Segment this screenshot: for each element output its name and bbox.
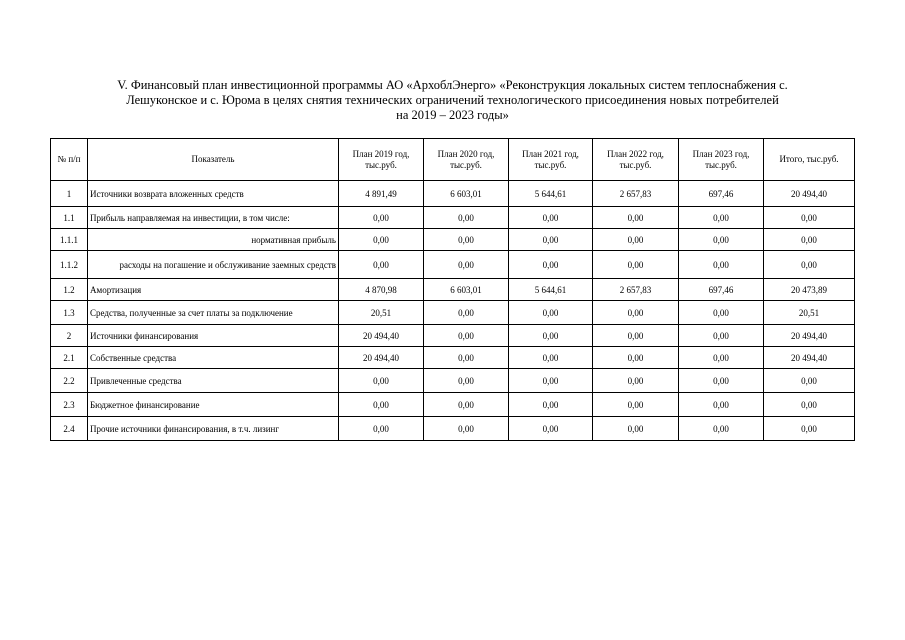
title-line-3: на 2019 – 2023 годы» xyxy=(396,108,509,122)
cell-plan-2020: 0,00 xyxy=(424,417,509,441)
row-number: 1.2 xyxy=(51,279,88,301)
cell-total: 20 494,40 xyxy=(764,325,855,347)
row-indicator: Источники финансирования xyxy=(88,325,339,347)
cell-plan-2023: 0,00 xyxy=(679,393,764,417)
header-indicator: Показатель xyxy=(88,139,339,181)
cell-plan-2021: 0,00 xyxy=(509,251,593,279)
row-indicator: Бюджетное финансирование xyxy=(88,393,339,417)
cell-plan-2019: 4 891,49 xyxy=(339,181,424,207)
cell-plan-2022: 0,00 xyxy=(593,417,679,441)
cell-plan-2021: 0,00 xyxy=(509,347,593,369)
cell-plan-2021: 0,00 xyxy=(509,325,593,347)
cell-plan-2021: 0,00 xyxy=(509,207,593,229)
cell-plan-2020: 0,00 xyxy=(424,301,509,325)
row-indicator: нормативная прибыль xyxy=(88,229,339,251)
row-number: 2.4 xyxy=(51,417,88,441)
row-indicator: Прибыль направляемая на инвестиции, в том числе: xyxy=(88,207,339,229)
cell-total: 0,00 xyxy=(764,207,855,229)
cell-total: 0,00 xyxy=(764,417,855,441)
table-row xyxy=(51,393,855,417)
row-number: 1.1 xyxy=(51,207,88,229)
cell-total: 20 473,89 xyxy=(764,279,855,301)
table-row xyxy=(51,301,855,325)
cell-plan-2023: 697,46 xyxy=(679,181,764,207)
row-number: 1 xyxy=(51,181,88,207)
table-row xyxy=(51,369,855,393)
header-plan-2023: План 2023 год, тыс.руб. xyxy=(679,139,764,181)
row-indicator: Привлеченные средства xyxy=(88,369,339,393)
header-plan-2020: План 2020 год, тыс.руб. xyxy=(424,139,509,181)
cell-plan-2019: 20,51 xyxy=(339,301,424,325)
cell-total: 20 494,40 xyxy=(764,347,855,369)
cell-plan-2021: 0,00 xyxy=(509,301,593,325)
table-row xyxy=(51,207,855,229)
row-number: 1.1.2 xyxy=(51,251,88,279)
cell-plan-2022: 2 657,83 xyxy=(593,279,679,301)
cell-plan-2022: 0,00 xyxy=(593,369,679,393)
cell-plan-2019: 0,00 xyxy=(339,229,424,251)
cell-plan-2023: 0,00 xyxy=(679,301,764,325)
cell-plan-2020: 6 603,01 xyxy=(424,279,509,301)
table-header-row xyxy=(51,139,855,181)
table-row xyxy=(51,229,855,251)
cell-plan-2021: 0,00 xyxy=(509,417,593,441)
header-plan-2019: План 2019 год, тыс.руб. xyxy=(339,139,424,181)
cell-total: 0,00 xyxy=(764,393,855,417)
cell-total: 0,00 xyxy=(764,229,855,251)
cell-plan-2022: 0,00 xyxy=(593,347,679,369)
row-number: 2.2 xyxy=(51,369,88,393)
cell-plan-2020: 0,00 xyxy=(424,251,509,279)
cell-plan-2019: 0,00 xyxy=(339,207,424,229)
cell-plan-2023: 0,00 xyxy=(679,417,764,441)
table-row xyxy=(51,279,855,301)
cell-plan-2023: 0,00 xyxy=(679,347,764,369)
cell-plan-2023: 697,46 xyxy=(679,279,764,301)
cell-plan-2022: 0,00 xyxy=(593,251,679,279)
cell-plan-2019: 0,00 xyxy=(339,393,424,417)
row-number: 1.1.1 xyxy=(51,229,88,251)
header-total: Итого, тыс.руб. xyxy=(764,139,855,181)
cell-plan-2020: 0,00 xyxy=(424,347,509,369)
cell-plan-2022: 0,00 xyxy=(593,325,679,347)
row-number: 2.3 xyxy=(51,393,88,417)
cell-plan-2022: 0,00 xyxy=(593,393,679,417)
cell-plan-2021: 0,00 xyxy=(509,369,593,393)
title-line-1: V. Финансовый план инвестиционной программы АО «АрхоблЭнерго» «Реконструкция локальных систем теплоснабжения с. xyxy=(117,78,788,92)
cell-plan-2023: 0,00 xyxy=(679,369,764,393)
cell-plan-2021: 5 644,61 xyxy=(509,279,593,301)
cell-plan-2023: 0,00 xyxy=(679,207,764,229)
table-row xyxy=(51,181,855,207)
table-row xyxy=(51,325,855,347)
cell-plan-2023: 0,00 xyxy=(679,251,764,279)
document-title xyxy=(60,78,845,123)
cell-plan-2019: 0,00 xyxy=(339,251,424,279)
cell-total: 0,00 xyxy=(764,369,855,393)
row-indicator: расходы на погашение и обслуживание заемных средств xyxy=(88,251,339,279)
cell-plan-2021: 0,00 xyxy=(509,229,593,251)
table-body xyxy=(51,181,855,441)
header-plan-2021: План 2021 год, тыс.руб. xyxy=(509,139,593,181)
row-indicator: Собственные средства xyxy=(88,347,339,369)
cell-plan-2019: 4 870,98 xyxy=(339,279,424,301)
row-indicator: Прочие источники финансирования, в т.ч. лизинг xyxy=(88,417,339,441)
cell-plan-2020: 6 603,01 xyxy=(424,181,509,207)
row-indicator: Средства, полученные за счет платы за подключение xyxy=(88,301,339,325)
cell-plan-2023: 0,00 xyxy=(679,325,764,347)
row-indicator: Амортизация xyxy=(88,279,339,301)
cell-plan-2019: 0,00 xyxy=(339,369,424,393)
cell-plan-2020: 0,00 xyxy=(424,229,509,251)
cell-plan-2019: 20 494,40 xyxy=(339,347,424,369)
cell-plan-2020: 0,00 xyxy=(424,393,509,417)
cell-plan-2019: 0,00 xyxy=(339,417,424,441)
cell-plan-2020: 0,00 xyxy=(424,207,509,229)
cell-total: 0,00 xyxy=(764,251,855,279)
table-row xyxy=(51,251,855,279)
cell-plan-2022: 0,00 xyxy=(593,207,679,229)
cell-total: 20,51 xyxy=(764,301,855,325)
cell-plan-2020: 0,00 xyxy=(424,369,509,393)
table-row xyxy=(51,347,855,369)
row-indicator: Источники возврата вложенных средств xyxy=(88,181,339,207)
cell-plan-2022: 2 657,83 xyxy=(593,181,679,207)
row-number: 2 xyxy=(51,325,88,347)
cell-plan-2020: 0,00 xyxy=(424,325,509,347)
cell-plan-2021: 0,00 xyxy=(509,393,593,417)
cell-plan-2022: 0,00 xyxy=(593,229,679,251)
cell-plan-2023: 0,00 xyxy=(679,229,764,251)
financial-plan-table xyxy=(50,138,855,441)
header-num: № п/п xyxy=(51,139,88,181)
row-number: 2.1 xyxy=(51,347,88,369)
cell-plan-2022: 0,00 xyxy=(593,301,679,325)
title-line-2: Лешуконское и с. Юрома в целях снятия технических ограничений технологического присоединения новых потребителей xyxy=(126,93,779,107)
cell-plan-2019: 20 494,40 xyxy=(339,325,424,347)
cell-plan-2021: 5 644,61 xyxy=(509,181,593,207)
row-number: 1.3 xyxy=(51,301,88,325)
table-row xyxy=(51,417,855,441)
cell-total: 20 494,40 xyxy=(764,181,855,207)
header-plan-2022: План 2022 год, тыс.руб. xyxy=(593,139,679,181)
